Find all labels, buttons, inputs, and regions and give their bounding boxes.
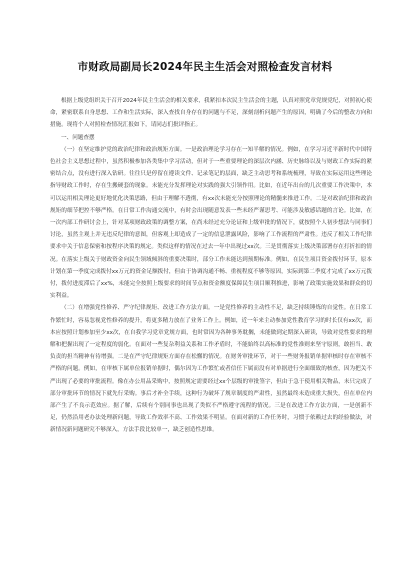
paragraph-1: （一）在坚定维护党的政治纪律和政治规矩方面。一是政治理论学习存在一知半解的情况。例如，在学习习近平新时代中国特色社会主义思想过程中，虽然积极参加各类集中学习活动，但对于一些重要理论的深层次内涵、历史脉络以及与财政工作实际的紧密结合点，没有进行深入钻研。往往只是停留在遵读文件、记录笔记的层面，缺乏主动思考和系统梳理，导致在实际运用这些理论指导财政工作时，存在生搬硬套的现象。未能充分发挥理论对实践的强大引领作用。比如，在近年出台的几次重要工作决策中，本可以运用相关理论更好地优化决策思路，但由于理解不透彻，有xx次未能充分按照理论的精髓来推进工作。二是对政治纪律和政治规矩的细节把控不够严格。在日常工作沟通交流中，有时会出现随意发表一些未经严谨思考、可能涉及敏感话题的言论。比如，在一次内部工作研讨会上，针对某项财政政策的调整方案，在尚未经过充分论证和上级审批的情况下，就按照个人初步想法与同事们讨论，虽然主观上并无违反纪律的意图，但客观上却造成了一定的信息泄露风险，影响了工作流程的严肃性。违反了相关工作纪律要求中关于信息保密和按程序决策的规定。类似这样的情况在过去一年中出现过xx次。三是贯彻落实上级决策部署存在打折扣的情况。在落实上级关于财政资金向民生领域倾斜的重要决策时，部分工作未能达到预期标准。例如，在民生项目资金拨付环节，原本计划在第一季度完成拨付xx万元的资金足额拨付，但由于协调沟通不畅、重视程度不够等原因，实际到第二季度才完成了xx万元拨付，拨付进度滞后了xx%，未能完全按照上级要求的时间节点和资金额度保障民生项目顺利推进，影响了政策实施效果和群众的切实利益。	[50, 146, 372, 300]
intro-paragraph: 根据上级党组织关于召开2024年民主生活会的相关要求，我紧扣本次民主生活会的主题，认真对照党章党规党纪，对照初心使命，紧密联系自身思想、工作和生活实际，深入查找自身存在的问题与不足，深刻剖析问题产生的原因，明确了今后的整改方向和措施。现将个人对照检查情况汇报如下，请同志们批评指正。	[50, 98, 372, 129]
paragraph-2: （二）在增强党性修养、严守纪律规矩、改进工作方法方面。一是党性修养的主动性不足，缺乏持续锤炼的自觉性。在日常工作繁忙时，容易忽视党性修养的提升，将更多精力放在了业务工作上。例如，近一年来主动参加党性教育学习的时长仅有xx次，而本应按照计划参加至少xx次，在自我学习党章党规方面，也时常因为各种事务耽搁，未能做到定期深入研读，导致对党性要求的理解和把握出现了一定程度的弱化。在面对一些复杂利益关系和工作矛盾时，不能始终以高标准的党性准则来坚守原则，敢担当、敢负责的担当精神有待增强。二是在严守纪律规矩方面存在松懈的情况。在财务审批环节，对于一些财务报销单据审核时存在审核不严格的问题。例如，在审核下属单位报销单据时，偶尔因为工作繁忙或者信任下属而没有对单据进行全面细致的核查，因为把关不严出现了必要的审批流程。像在办公用品采购中，按照规定需要经过xx个层级的审批签字，但由于急于使用相关物品，未只完成了部分审批环节的情况下就先行采购。事后才补全手续，这种行为破坏了规章制度的严肃性，虽然最终未造成重大损失，但在单位内部产生了不良示范效应。据了解，后续有个别同事也出现了类似不严格遵守流程的情况。三是在改进工作方法方面，一是创新不足，仍然沿用老办法处理新问题，导致工作效率不高、工作效果不明显。在面对新的工作任务时，习惯于依赖过去的经验做法，对新情况新问题研究不够深入，方法手段比较单一，缺乏创造性思维。	[50, 305, 372, 434]
section-heading: 一、问题查摆	[61, 134, 95, 141]
document-title: 市财政局副局长2024年民主生活会对照检查发言材料	[77, 61, 333, 73]
document-body	[50, 95, 372, 437]
